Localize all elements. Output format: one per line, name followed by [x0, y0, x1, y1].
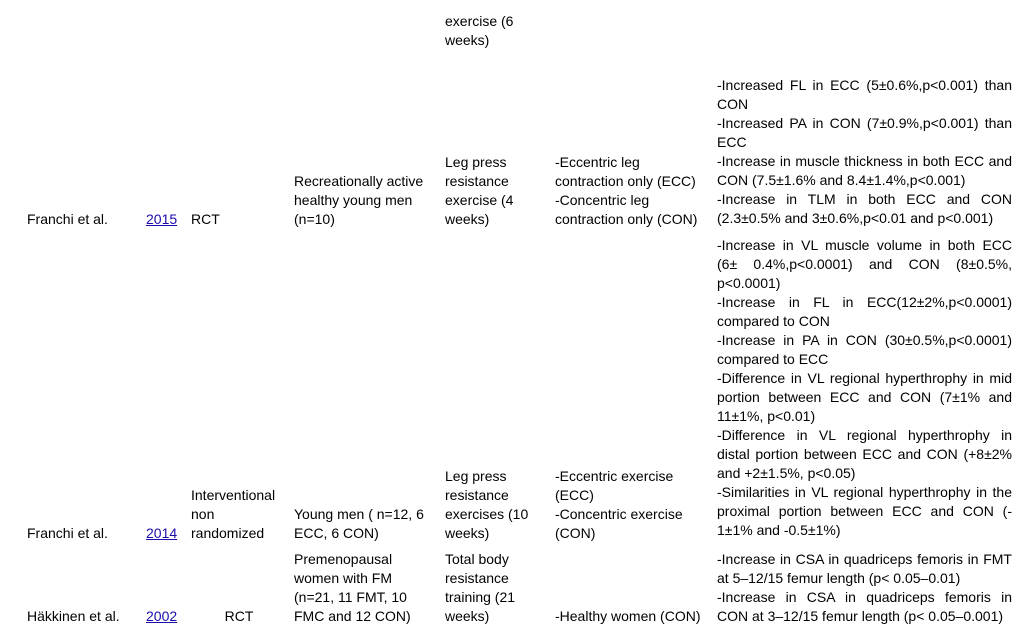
row3-design: RCT — [224, 608, 254, 624]
row0-intervention: exercise (6 weeks) — [445, 13, 514, 48]
row1-design: RCT — [191, 211, 220, 227]
row1-author: Franchi et al. — [27, 211, 108, 227]
row2-outcomes: -Increase in VL muscle volume in both ECC (6± 0.4%,p<0.0001) and CON (8±0.5%, p<0.0001) -Increase in FL in ECC(12±2%,p<0.0001) compared to CON -Increase in PA in CON (30±0.5%,p<0.0001) compared to ECC -Difference in VL regional hyperthrophy in mid portion between ECC and CON (7±1% and 11±1%, p<0.01) -Difference in VL regional hyperthrophy in distal portion between ECC and CON (+8±2% and +2±1.5%, p<0.05) -Similarities in VL regional hyperthrophy in the proximal portion between ECC and CON (- 1±1% and -0.5±1%) — [717, 237, 1012, 538]
row2-groups: -Eccentric exercise (ECC) -Concentric exercise (CON) — [555, 468, 683, 541]
row1-year-link[interactable] — [146, 210, 177, 229]
row3-author: Häkkinen et al. — [27, 608, 120, 624]
year-link[interactable]: 2002 — [146, 608, 178, 624]
row2-intervention: Leg press resistance exercises (10 weeks) — [445, 468, 529, 541]
row2-design: Interventional non randomized — [191, 487, 276, 541]
year-link[interactable]: 2014 — [146, 525, 178, 541]
row1-participants: Recreationally active healthy young men (n=10) — [294, 173, 424, 227]
row3-intervention: Total body resistance training (21 weeks) — [445, 551, 516, 624]
row1-intervention: Leg press resistance exercise (4 weeks) — [445, 154, 514, 227]
row1-outcomes: -Increased FL in ECC (5±0.6%,p<0.001) than CON -Increased PA in CON (7±0.9%,p<0.001) than ECC -Increase in muscle thickness in both ECC and CON (7.5±1.6% and 8.4±1.4%,p<0.001) -Increase in TLM in both ECC and CON (2.3±0.5% and 3±0.6%,p<0.01 and p<0.001) — [717, 77, 1012, 226]
row2-year-link[interactable] — [146, 524, 177, 543]
row2-participants: Young men ( n=12, 6 ECC, 6 CON) — [294, 506, 424, 541]
year-link[interactable]: 2015 — [146, 211, 178, 227]
row3-year-link[interactable] — [146, 607, 177, 626]
row3-participants: Premenopausal women with FM (n=21, 11 FMT, 10 FMC and 12 CON) — [294, 551, 411, 624]
row3-groups: -Healthy women (CON) — [555, 608, 701, 624]
row2-author: Franchi et al. — [27, 525, 108, 541]
row3-outcomes: -Increase in CSA in quadriceps femoris in FMT at 5–12/15 femur length (p< 0.05–0.01) -Increase in CSA in quadriceps femoris in CON at 3–12/15 femur length (p< 0.05–0.001) — [717, 551, 1012, 624]
row1-groups: -Eccentric leg contraction only (ECC) -Concentric leg contraction only (CON) — [555, 154, 698, 227]
